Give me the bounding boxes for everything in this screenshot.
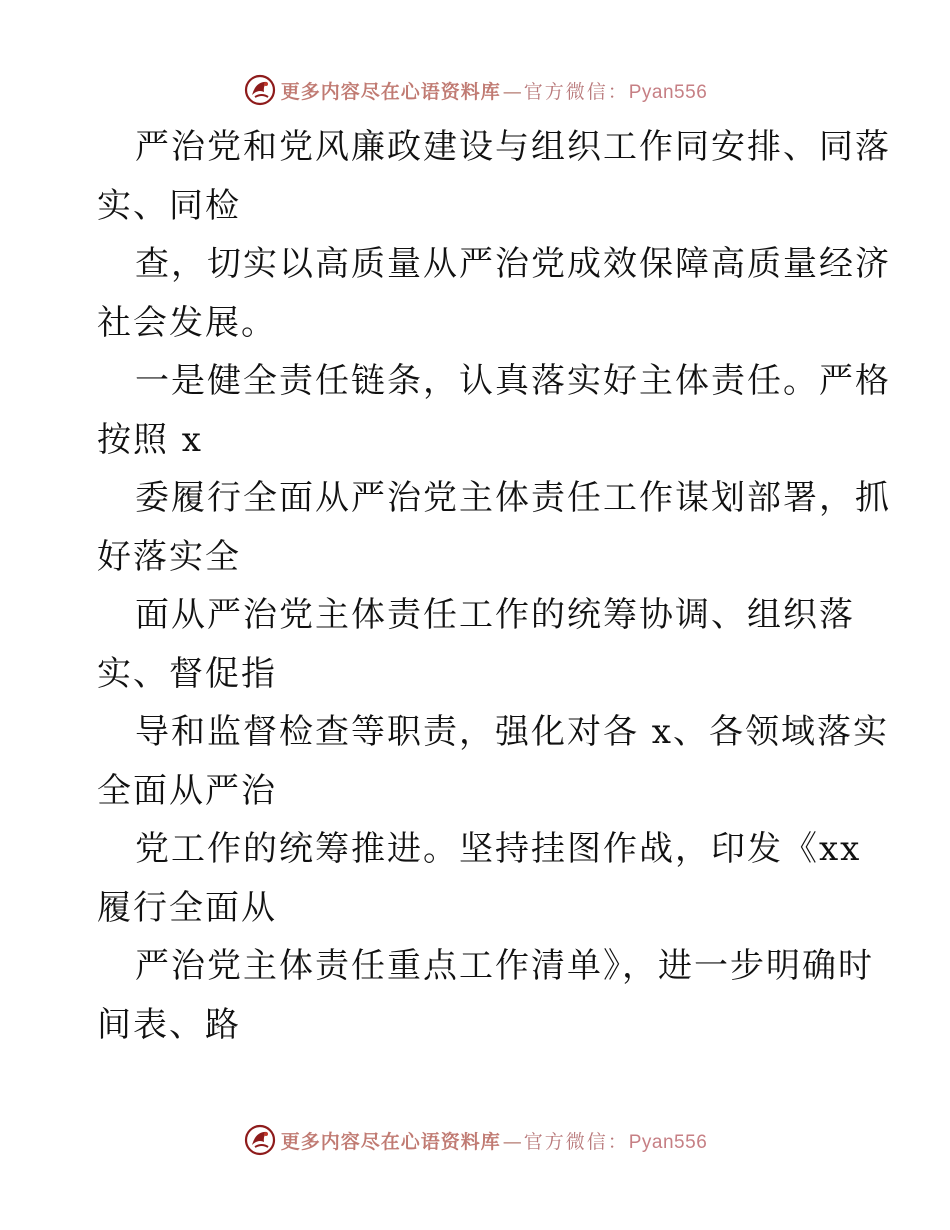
footer-banner-text	[281, 1127, 708, 1154]
document-body	[97, 118, 891, 1054]
body-line: 社会发展。	[97, 302, 277, 343]
banner-main-text: 更多内容尽在心语资料库	[280, 1130, 501, 1153]
banner-main-text: 更多内容尽在心语资料库	[280, 80, 501, 103]
body-line: 实、同检	[97, 185, 241, 226]
header-banner	[0, 70, 950, 110]
body-line: 严治党和党风廉政建设与组织工作同安排、同落	[135, 127, 891, 167]
body-line: 全面从严治	[97, 770, 277, 811]
body-line: 委履行全面从严治党主体责任工作谋划部署，抓	[135, 478, 891, 518]
banner-wechat-id: Pyan556	[628, 81, 708, 103]
banner-dash: —	[502, 1130, 522, 1153]
body-line: 间表、路	[97, 1004, 241, 1045]
banner-wechat-label: 官方微信：	[523, 80, 629, 103]
body-line: 党工作的统筹推进。坚持挂图作战，印发《xx	[135, 829, 862, 869]
body-line: 严治党主体责任重点工作清单》，进一步明确时	[135, 946, 874, 986]
body-line: 查，切实以高质量从严治党成效保障高质量经济	[135, 244, 891, 284]
body-line: 面从严治党主体责任工作的统筹协调、组织落	[135, 595, 855, 635]
body-line: 实、督促指	[97, 653, 277, 694]
body-line: 导和监督检查等职责，强化对各 x、各领域落实	[135, 712, 889, 752]
banner-wechat-id: Pyan556	[628, 1131, 708, 1153]
lotus-seal-logo-icon	[243, 73, 277, 107]
lotus-seal-logo-icon	[243, 1123, 277, 1157]
banner-dash: —	[502, 80, 522, 103]
header-banner-text	[281, 77, 708, 104]
footer-banner	[0, 1120, 950, 1160]
body-line: 按照 x	[97, 419, 203, 460]
banner-wechat-label: 官方微信：	[523, 1130, 629, 1153]
body-line: 一是健全责任链条，认真落实好主体责任。严格	[135, 361, 891, 401]
body-line: 好落实全	[97, 536, 241, 577]
body-line: 履行全面从	[97, 887, 277, 928]
